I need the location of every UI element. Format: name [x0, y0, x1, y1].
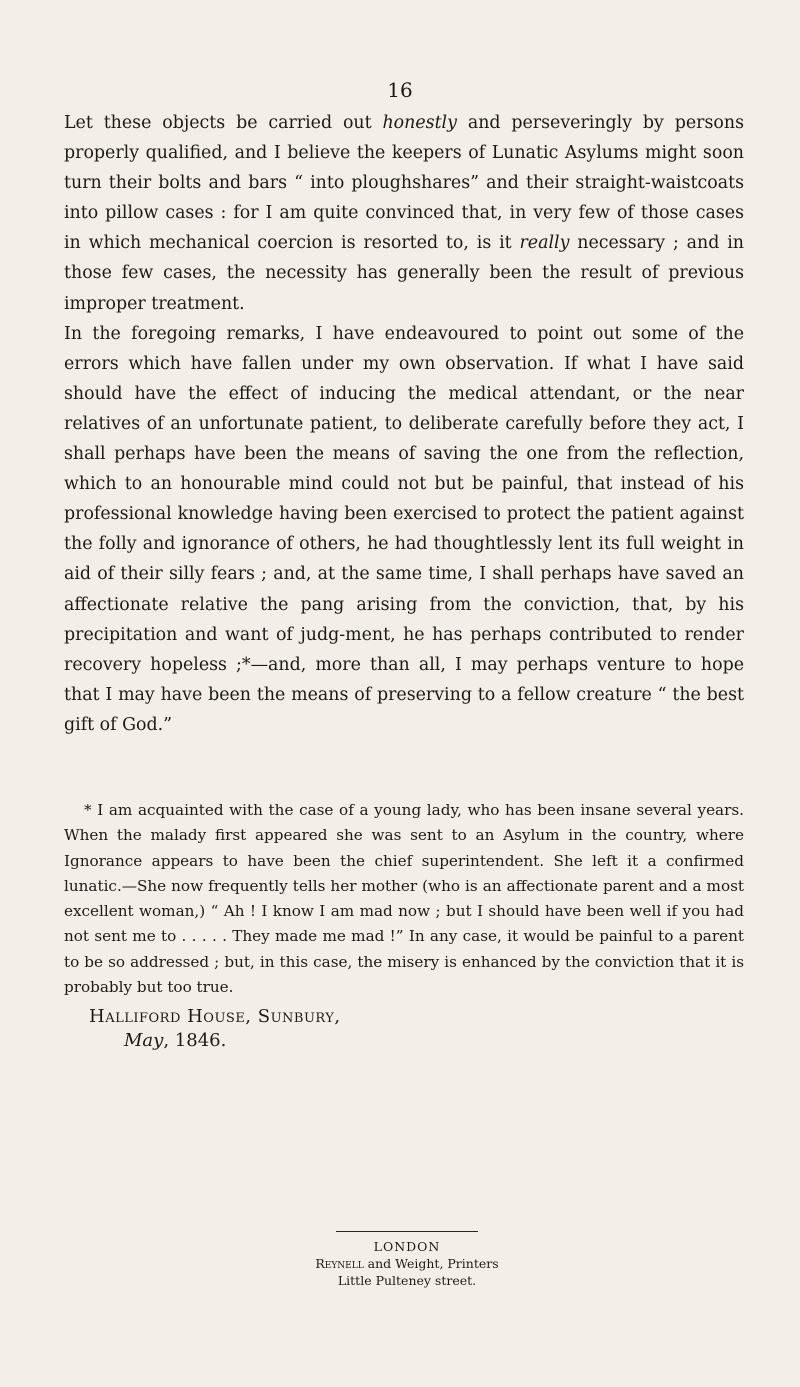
emphasis-really: really	[519, 233, 570, 254]
footnote	[64, 798, 744, 1000]
footnote-text: * I am acquainted with the case of a young lady, who has been insane several years. When the malady first appeared she was sent to an Asylum in the country, where Ignorance appears to have been the chief superintendent. She left it a confirmed lunatic.—She now frequently tells her mother (who is an affectionate parent and a most excellent woman,) “ Ah ! I know I am mad now ; but I should have been well if you had not sent me to . . . . . They made me mad !” In any case, it would be painful to a parent to be so addressed ; but, in this case, the misery is enhanced by the conviction that it is probably but too true.	[64, 801, 744, 997]
printer-name-rest: and Weight, Printers	[363, 1256, 499, 1271]
signature-block	[89, 1005, 341, 1053]
emphasis-honestly: honestly	[382, 113, 457, 133]
text-segment: Let these objects be carried out	[64, 113, 383, 133]
printer-city: LONDON	[373, 1239, 441, 1254]
divider-rule	[336, 1231, 478, 1232]
printer-name-first: Reynell	[315, 1256, 364, 1271]
text-segment: In the foregoing remarks, I have endeavoured to point out some of the errors which have fallen under my own observation. If what I have said should have the effect of inducing the medical attendant, or the near relatives of an unfortunate patient, to deliberate carefully before they act, I shall perhaps have been the means of saving the one from the reflection, which to an honourable mind could not but be painful, that instead of his professional knowledge having been exercised to protect the patient against the folly and ignorance of others, he had thoughtlessly lent its full weight in aid of their silly fears ; and, at the same time, I shall perhaps have saved an affectionate relative the pang arising from the conviction, that, by his precipitation and want of judg-ment, he has perhaps contributed to render recovery hopeless ;*—and, more than all, I may perhaps venture to hope that I may have been the means of preserving to a fellow creature “ the best gift of God.”	[64, 323, 744, 735]
signature-date	[89, 1029, 341, 1053]
printer-street: Little Pulteney street.	[337, 1273, 477, 1288]
signature-year: , 1846.	[163, 1030, 227, 1051]
page-number: 16	[387, 78, 413, 102]
printer-name	[292, 1255, 522, 1272]
printer-imprint	[292, 1238, 522, 1289]
main-text	[64, 108, 744, 740]
text-segment: necessary ; and in those few cases, the necessity has generally been the result of previous improper treatment.	[64, 233, 744, 314]
paragraph-2	[64, 319, 744, 740]
paragraph-1	[64, 108, 744, 319]
signature-month: May	[124, 1030, 164, 1051]
signature-place: Halliford House, Sunbury,	[89, 1006, 341, 1027]
text-segment: and perseveringly by persons properly qualified, and I believe the keepers of Lunatic Asylums might soon turn their bolts and bars “ into ploughshares” and their straight-waistcoats into pillow cases : for I am quite convinced that, in very few of those cases in which mechanical coercion is resorted to, is it	[64, 113, 745, 254]
